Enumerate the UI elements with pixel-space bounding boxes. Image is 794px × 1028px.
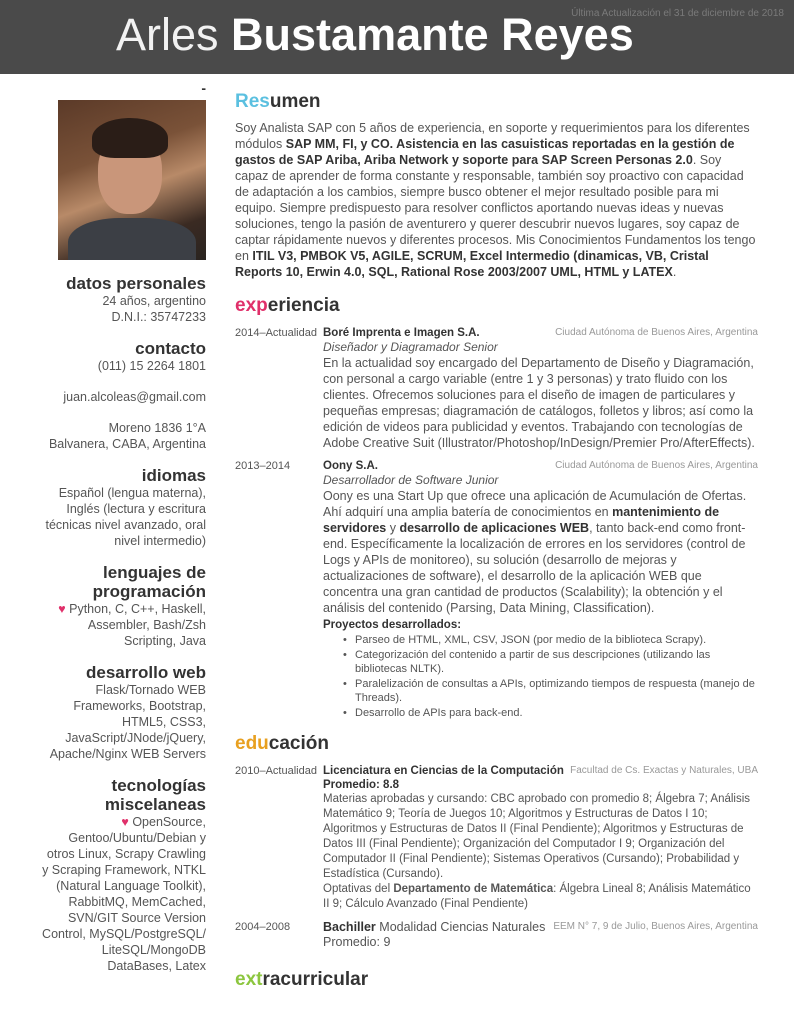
- misc-line: [30, 814, 206, 830]
- entry-role: Desarrollador de Software Junior: [323, 473, 499, 487]
- misc-line: (Natural Language Toolkit),: [56, 879, 206, 893]
- contact-address: Balvanera, CABA, Argentina: [48, 437, 206, 451]
- personal-title: datos personales: [66, 274, 206, 293]
- entry-location: Ciudad Autónoma de Buenos Aires, Argentina: [555, 327, 758, 338]
- programming-line: Assembler, Bash/Zsh: [87, 618, 206, 632]
- personal-section: [30, 274, 206, 325]
- entry-degree: Licenciatura en Ciencias de la Computación: [323, 765, 564, 777]
- entry-description: Materias aprobadas y cursando: CBC aprobado con promedio 8; Álgebra 7; Análisis Matemático 9; Teoría de Juegos 10; Algoritmos y Estructuras de Datos I 10; Algoritmos y Estructuras de Datos II (Final Pendiente); Algoritmos y Estructuras de Datos III (Final Pendiente); Organización del Computador I 9; Organización del Computador II (Final Pendiente); Sistemas Operativos (Cursando); Probabilidad y Estadística (Cursando).: [323, 793, 751, 880]
- misc-title: miscelaneas: [104, 795, 206, 814]
- webdev-title: desarrollo web: [86, 663, 206, 682]
- entry-description: En la actualidad soy encargado del Departamento de Diseño y Diagramación, con personal a cargo variable (entre 1 y 3 personas) y trato fluido con los clientes. Ofrecemos soluciones para el diseño de imagen de particulares y pequeñas empresas; diagramación de catálogos, folletos y libros; así como la edición de videos para publicidad y eventos. Trabajando con tecnologías de Adobe Creative Suit (Illustrator/Photoshop/InDesign/Premier Pro/AfterEffects).: [323, 356, 755, 450]
- contact-phone: (011) 15 2264 1801: [97, 359, 206, 373]
- contact-title: contacto: [135, 339, 206, 358]
- contact-address: Moreno 1836 1°A: [108, 421, 206, 435]
- misc-line: Gentoo/Ubuntu/Debian y: [68, 831, 206, 845]
- misc-line: y Scraping Framework, NTKL: [42, 863, 206, 877]
- heart-icon: ♥: [121, 815, 129, 829]
- misc-line: Control, MySQL/PostgreSQL/: [42, 927, 206, 941]
- entry-location: Ciudad Autónoma de Buenos Aires, Argentina: [555, 460, 758, 471]
- webdev-line: HTML5, CSS3,: [121, 715, 206, 729]
- entry-description: Oony es una Start Up que ofrece una aplicación de Acumulación de Ofertas. Ahí adquirí una amplia batería de conocimientos en mantenimiento de servidores y desarrollo de aplicaciones WEB, tanto back-end como front-end. Específicamente la localización de errores en los servidores (control de Logs y APIs de monitoreo), su solución (desarrollo de mejoras y actualizaciones de software), el desarrollo de la aplicación WEB que concentra una gran cantidad de productos (Scalability); la obtención y el análisis del contenido (Parsing, Data Mining, Classification).: [323, 489, 747, 615]
- programming-first: Python, C, C++, Haskell,: [69, 602, 206, 616]
- education-entry: [235, 764, 758, 912]
- entry-date: 2014–Actualidad: [235, 327, 317, 339]
- webdev-line: Flask/Tornado WEB: [95, 683, 206, 697]
- contact-email[interactable]: juan.alcoleas@gmail.com: [63, 390, 206, 404]
- entry-role: Diseñador y Diagramador Senior: [323, 340, 498, 354]
- misc-line: RabbitMQ, MemCached,: [68, 895, 206, 909]
- misc-first: OpenSource,: [132, 815, 206, 829]
- languages-line: nivel intermedio): [114, 534, 206, 548]
- experience-title: [235, 294, 758, 318]
- programming-section: [30, 563, 206, 649]
- entry-location: Facultad de Cs. Exactas y Naturales, UBA: [570, 765, 758, 776]
- entry-average: Promedio: 8.8: [323, 779, 400, 791]
- webdev-line: Apache/Nginx WEB Servers: [49, 747, 206, 761]
- languages-line: Español (lengua materna),: [58, 486, 206, 500]
- sidebar-dash: -: [201, 80, 206, 96]
- extra-title: [235, 968, 758, 992]
- misc-title: tecnologías: [111, 776, 206, 795]
- experience-entry: [235, 459, 758, 720]
- languages-line: técnicas nivel avanzado, oral: [45, 518, 206, 532]
- programming-line: Scripting, Java: [124, 634, 206, 648]
- extra-title-rest: racurricular: [262, 969, 369, 990]
- summary-title-highlight: Res: [235, 91, 270, 112]
- contact-section: [30, 339, 206, 452]
- webdev-line: JavaScript/JNode/jQuery,: [65, 731, 206, 745]
- list-item: • Categorización del contenido a partir de sus descripciones (utilizando las bibliotecas NLTK).: [343, 648, 711, 675]
- misc-line: DataBases, Latex: [107, 959, 206, 973]
- entry-degree: Bachiller: [323, 920, 376, 934]
- education-title-highlight: edu: [235, 733, 269, 754]
- misc-line: otros Linux, Scrapy Crawling: [46, 847, 206, 861]
- entry-degree-rest: Modalidad Ciencias Naturales: [375, 920, 546, 934]
- entry-date: 2010–Actualidad: [235, 765, 317, 777]
- webdev-section: [30, 663, 206, 762]
- experience-title-rest: eriencia: [267, 295, 340, 316]
- last-updated: Última Actualización el 31 de diciembre de 2018: [571, 8, 784, 19]
- summary-text: Soy Analista SAP con 5 años de experiencia, en soporte y requerimientos para los diferentes módulos SAP MM, FI, y CO. Asistencia en las casuisticas reportadas en la gestión de gastos de SAP Ariba, Ariba Network y soporte para SAP Screen Personas 2.0. Soy capaz de aprender de forma constante y responsable, también soy proactivo con capacidad de adaptación a los cambios, siempre busco obtener el mejor resultado posible para mi equipo. Siempre predispuesto para resolver conflictos aportando nuevas ideas y nuevas soluciones, tengo la pasión de aventurero y querer descubrir nuevos lugares, soy capaz de captar rápidamente nuevos y diferentes procesos. Mis Conocimientos Fundamentos los tengo en ITIL V3, PMBOK V5, AGILE, SCRUM, Excel Intermedio (dinamicas, VB, Cristal Reports 10, Erwin 4.0, SQL, Rational Rose 2003/2007 UML, HTML y LATEX.: [235, 121, 756, 279]
- personal-line: D.N.I.: 35747233: [111, 310, 206, 324]
- extra-title-highlight: ext: [235, 969, 263, 990]
- sidebar: [30, 82, 206, 974]
- entry-date: 2013–2014: [235, 460, 291, 472]
- education-title-rest: cación: [268, 733, 329, 754]
- header-bar: [0, 0, 794, 74]
- entry-company: Oony S.A.: [323, 460, 378, 472]
- languages-line: Inglés (lectura y escritura: [66, 502, 206, 516]
- education-title: [235, 732, 758, 756]
- misc-section: [30, 776, 206, 974]
- list-item: • Desarrollo de APIs para back-end.: [343, 706, 523, 719]
- page-title: [116, 6, 634, 64]
- list-item: • Paralelización de consultas a APIs, optimizando tiempos de respuesta (manejo de Threads).: [343, 677, 755, 704]
- entry-optional: Optativas del Departamento de Matemática: Álgebra Lineal 8; Análisis Matemático II 9; Cálculo Avanzado (Final Pendiente): [323, 883, 751, 910]
- entry-location: EEM N° 7, 9 de Julio, Buenos Aires, Argentina: [553, 921, 758, 932]
- misc-line: LiteSQL/MongoDB: [101, 943, 206, 957]
- programming-title: lenguajes de: [103, 563, 206, 582]
- education-entry: [235, 920, 758, 950]
- summary-title: [235, 90, 758, 114]
- experience-entry: [235, 326, 758, 451]
- entry-average: Promedio: 9: [323, 935, 391, 949]
- personal-line: 24 años, argentino: [102, 294, 206, 308]
- programming-title: programación: [92, 582, 206, 601]
- projects-list: [343, 633, 758, 720]
- entry-company: Boré Imprenta e Imagen S.A.: [323, 327, 480, 339]
- entry-date: 2004–2008: [235, 921, 291, 933]
- first-name: Arles: [116, 9, 219, 60]
- projects-title: Proyectos desarrollados:: [323, 619, 462, 631]
- profile-photo: [58, 100, 206, 260]
- languages-title: idiomas: [141, 466, 206, 485]
- programming-line: [30, 601, 206, 617]
- heart-icon: ♥: [58, 602, 66, 616]
- main-content: [235, 90, 758, 992]
- experience-title-highlight: exp: [235, 295, 268, 316]
- languages-section: [30, 466, 206, 549]
- last-name: Bustamante Reyes: [231, 9, 634, 60]
- list-item: • Parseo de HTML, XML, CSV, JSON (por medio de la biblioteca Scrapy).: [343, 634, 707, 646]
- webdev-line: Frameworks, Bootstrap,: [73, 699, 206, 713]
- misc-line: SVN/GIT Source Version: [67, 911, 206, 925]
- summary-title-rest: umen: [269, 91, 321, 112]
